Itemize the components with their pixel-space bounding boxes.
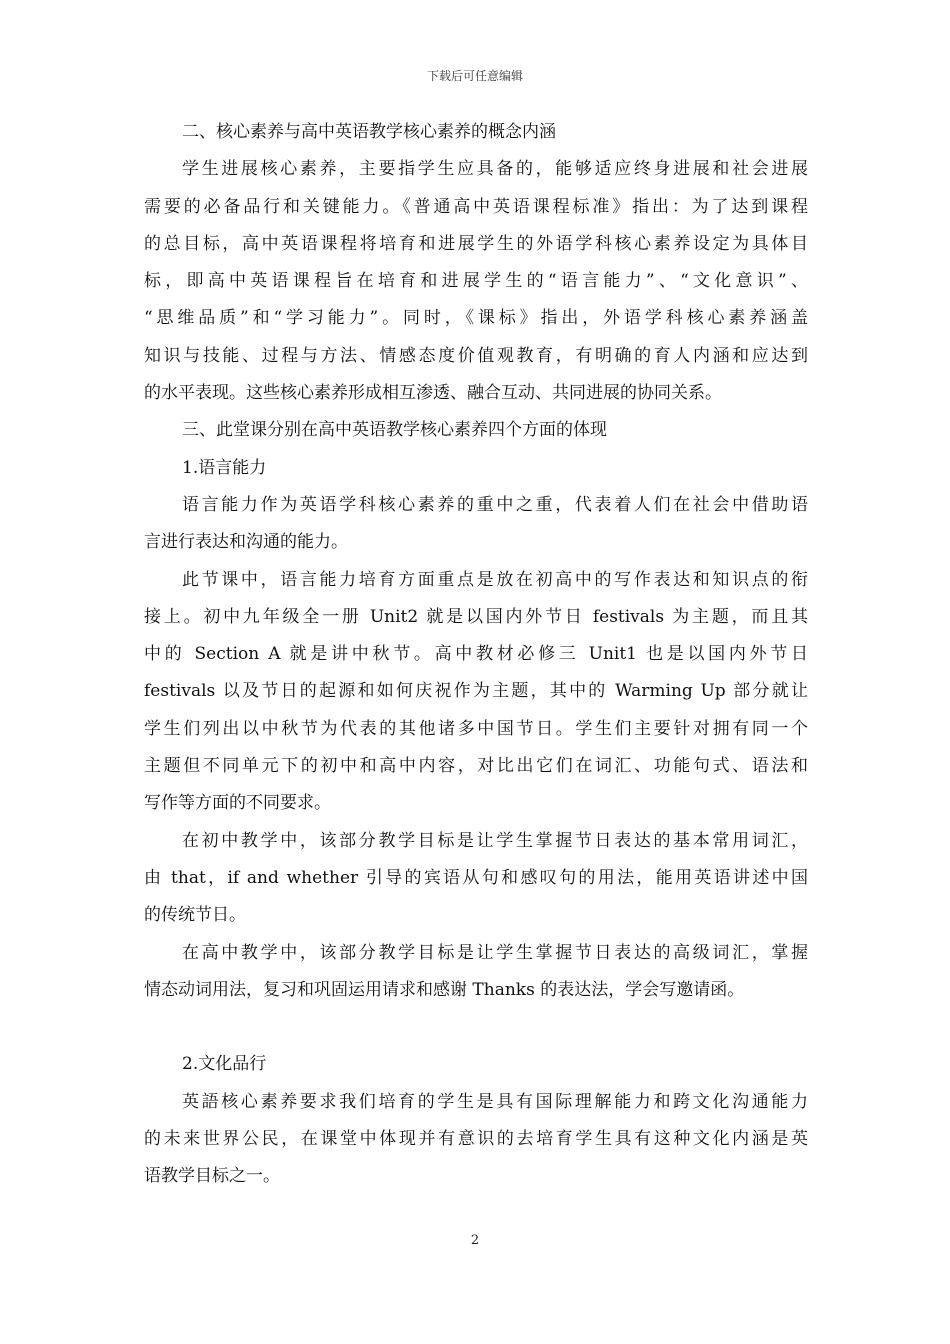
- paragraph-line: 写作等方面的不同要求。: [144, 793, 331, 814]
- paragraph-line: 的未来世界公民，在课堂中体现并有意识的去培育学生具有这种文化内涵是英: [144, 1129, 808, 1150]
- paragraph-line: 主题但不同单元下的初中和高中内容，对比出它们在词汇、功能句式、语法和: [144, 756, 808, 777]
- subsection-heading-culture: 2.文化品行: [182, 1054, 267, 1075]
- section-heading-2: 二、核心素养与高中英语教学核心素养的概念内涵: [182, 122, 556, 142]
- section-heading-3: 三、此堂课分别在高中英语教学核心素养四个方面的体现: [182, 420, 607, 441]
- paragraph-line: 情态动词用法，复习和巩固运用请求和感谢 Thanks 的表达法，学会写邀请函。: [144, 979, 745, 1000]
- document-body: [144, 114, 808, 1196]
- paragraph-line: “思维品质”和“学习能力”。同时，《课标》指出，外语学科核心素养涵盖: [144, 308, 808, 329]
- paragraph-line: 需要的必备品行和关键能力。《普通高中英语课程标准》指出：为了达到课程: [144, 196, 808, 217]
- paragraph-line: 学生们列出以中秋节为代表的其他诸多中国节日。学生们主要针对拥有同一个: [144, 718, 808, 739]
- paragraph-line: 语言能力作为英语学科核心素养的重中之重，代表着人们在社会中借助语: [182, 494, 808, 515]
- paragraph-line: 言进行表达和沟通的能力。: [144, 532, 348, 553]
- subsection-heading-language: 1.语言能力: [182, 457, 267, 478]
- paragraph-line: 语教学目标之一。: [144, 1166, 280, 1187]
- paragraph-line: 学生进展核心素养，主要指学生应具备的，能够适应终身进展和社会进展: [182, 159, 808, 180]
- blank-line: [144, 1009, 808, 1046]
- paragraph-line: 的总目标，高中英语课程将培育和进展学生的外语学科核心素养设定为具体目: [144, 233, 808, 254]
- paragraph-line: 在初中教学中，该部分教学目标是让学生掌握节日表达的基本常用词汇，: [182, 830, 808, 851]
- page-header-note: 下载后可任意编辑: [426, 69, 523, 83]
- paragraph-line: 标，即高中英语课程旨在培育和进展学生的“语言能力”、“文化意识”、: [144, 271, 808, 292]
- paragraph-line: 此节课中，语言能力培育方面重点是放在初高中的写作表达和知识点的衔: [182, 569, 808, 590]
- paragraph-line: 的水平表现。这些核心素养形成相互渗透、融合互动、共同进展的协同关系。: [144, 383, 722, 404]
- paragraph-line: 由 that，if and whether 引导的宾语从句和感叹句的用法，能用英语讲述中国: [144, 867, 808, 888]
- paragraph-line: 知识与技能、过程与方法、情感态度价值观教育，有明确的育人内涵和应达到: [144, 345, 808, 366]
- paragraph-line: 的传统节日。: [144, 905, 246, 926]
- paragraph-line: 中的 Section A 就是讲中秋节。高中教材必修三 Unit1 也是以国内外节日: [144, 644, 808, 665]
- paragraph-line: 在高中教学中，该部分教学目标是让学生掌握节日表达的高级词汇，掌握: [182, 942, 808, 963]
- paragraph-line: 接上。初中九年级全一册 Unit2 就是以国内外节日 festivals 为主题，而且其: [144, 606, 808, 627]
- page-number: 2: [470, 1233, 480, 1248]
- paragraph-line: 英語核心素养要求我们培育的学生是具有国际理解能力和跨文化沟通能力: [182, 1091, 808, 1112]
- paragraph-line: festivals 以及节日的起源和如何庆祝作为主题，其中的 Warming Up 部分就让: [144, 681, 808, 702]
